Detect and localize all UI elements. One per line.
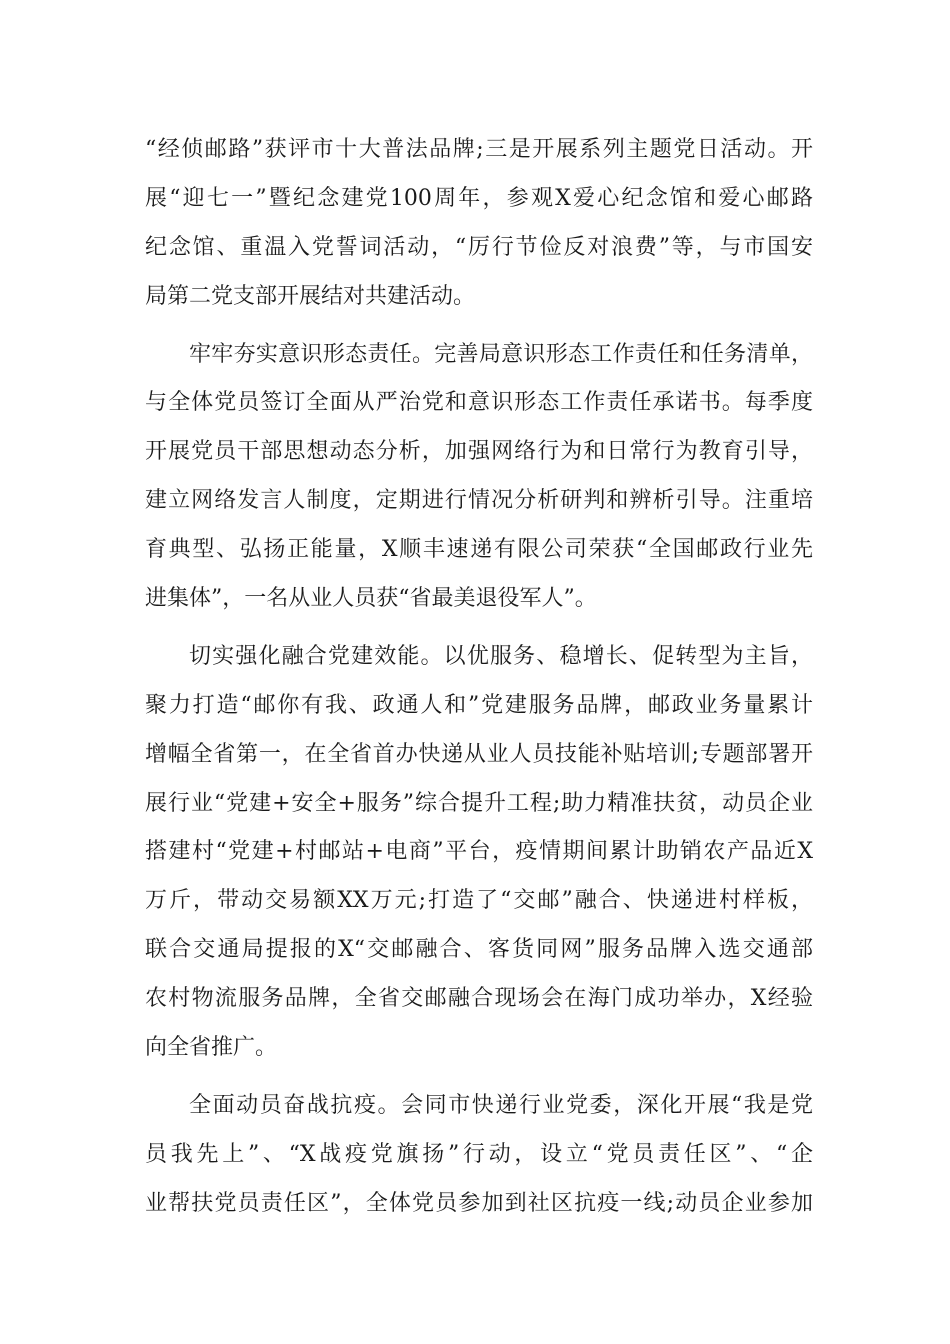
paragraph-line: 联合交通局提报的X“交邮融合、客货同网”服务品牌入选交通部: [145, 937, 813, 963]
paragraph-line: 开展党员干部思想动态分析，加强网络行为和日常行为教育引导，: [145, 439, 813, 465]
paragraph-line: 业帮扶党员责任区”，全体党员参加到社区抗疫一线;动员企业参加: [145, 1190, 813, 1216]
paragraph-line: 纪念馆、重温入党誓词活动，“厉行节俭反对浪费”等，与市国安: [145, 234, 813, 260]
paragraph-line: 农村物流服务品牌，全省交邮融合现场会在海门成功举办，X经验: [145, 986, 813, 1012]
paragraph-line: 与全体党员签订全面从严治党和意识形态工作责任承诺书。每季度: [145, 390, 813, 416]
paragraph-line: 向全省推广。: [145, 1035, 278, 1061]
paragraph-line: 建立网络发言人制度，定期进行情况分析研判和辨析引导。注重培: [145, 488, 813, 514]
paragraph-2: [145, 331, 813, 624]
paragraph-line: 牢牢夯实意识形态责任。完善局意识形态工作责任和任务清单，: [189, 341, 813, 367]
paragraph-3: [145, 633, 813, 1073]
paragraph-line: 展行业“党建+安全+服务”综合提升工程;助力精准扶贫，动员企业: [145, 790, 813, 816]
paragraph-line: 局第二党支部开展结对共建活动。: [145, 283, 476, 309]
paragraph-line: 万斤，带动交易额XX万元;打造了“交邮”融合、快递进村样板，: [145, 888, 813, 914]
paragraph-4: [145, 1082, 813, 1229]
paragraph-line: 全面动员奋战抗疫。会同市快递行业党委，深化开展“我是党: [189, 1092, 813, 1118]
paragraph-line: 增幅全省第一，在全省首办快递从业人员技能补贴培训;专题部署开: [145, 741, 813, 767]
paragraph-line: 员我先上”、“X战疫党旗扬”行动，设立“党员责任区”、“企: [145, 1141, 813, 1167]
paragraph-line: 聚力打造“邮你有我、政通人和”党建服务品牌，邮政业务量累计: [145, 692, 813, 718]
paragraph-line: 切实强化融合党建效能。以优服务、稳增长、促转型为主旨，: [189, 643, 813, 669]
document-body: [145, 126, 813, 1229]
paragraph-line: 育典型、弘扬正能量，X顺丰速递有限公司荣获“全国邮政行业先: [145, 537, 813, 563]
paragraph-line: 搭建村“党建+村邮站+电商”平台，疫情期间累计助销农产品近X: [145, 839, 813, 865]
paragraph-line: 进集体”，一名从业人员获“省最美退役军人”。: [145, 586, 597, 612]
paragraph-line: “经侦邮路”获评市十大普法品牌;三是开展系列主题党日活动。开: [145, 137, 813, 162]
paragraph-line: 展“迎七一”暨纪念建党100周年，参观X爱心纪念馆和爱心邮路: [145, 185, 813, 211]
paragraph-1: [145, 126, 813, 322]
